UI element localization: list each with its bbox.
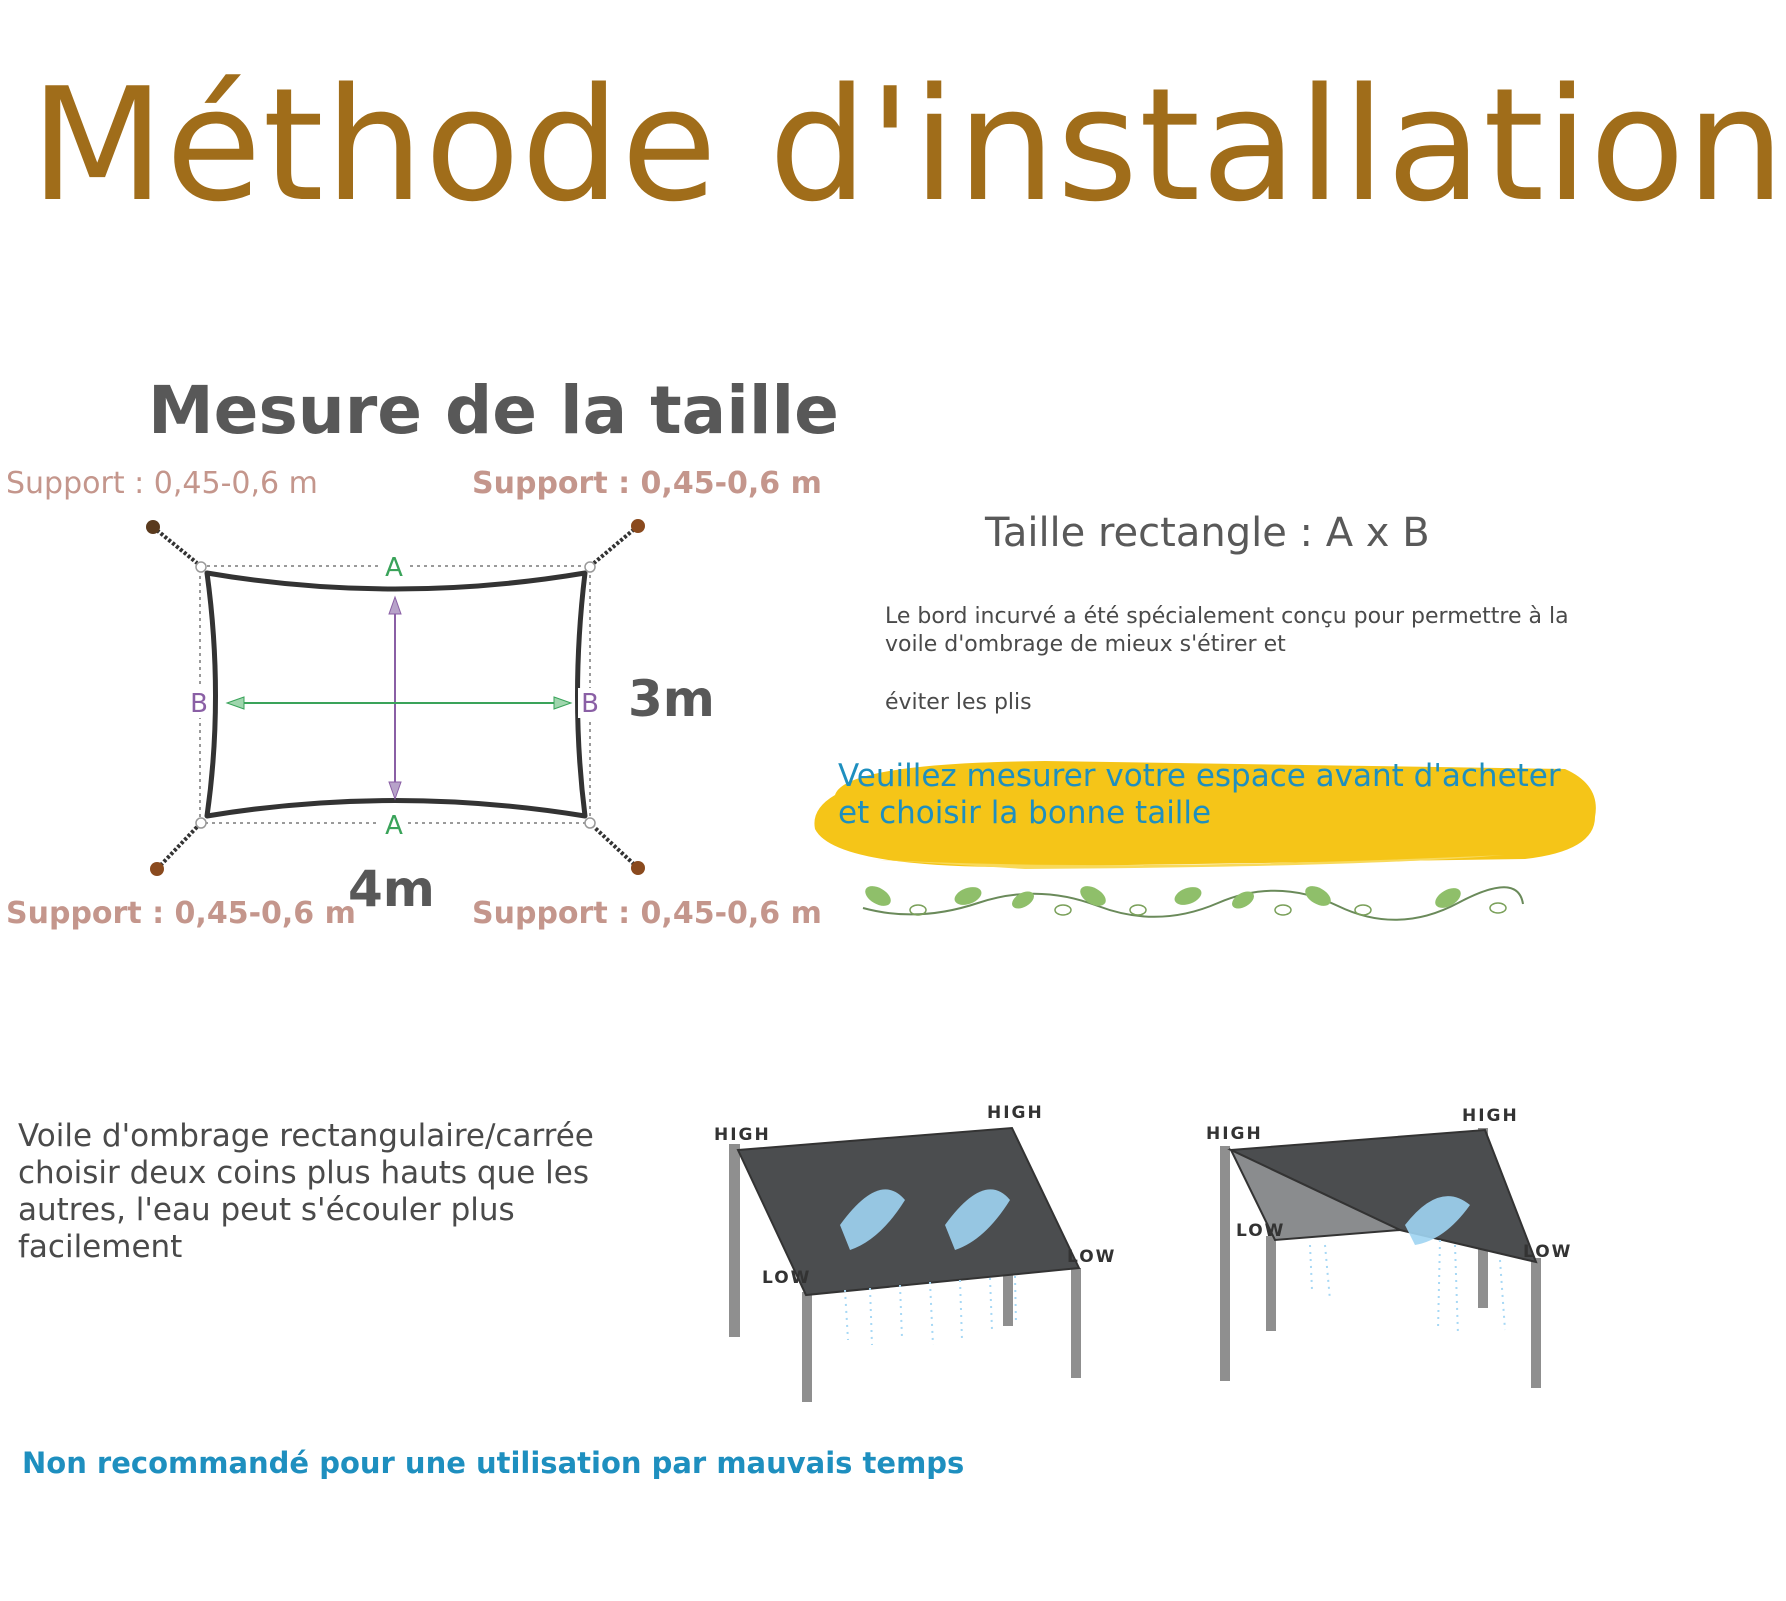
high-label-left: HIGH — [714, 1125, 771, 1145]
support-label-top-right: Support : 0,45-0,6 m — [472, 466, 822, 501]
curved-edge-description: Le bord incurvé a été spécialement conçu pour permettre à la voile d'ombrage de mieux s'étirer et — [885, 604, 1569, 657]
dim-label-a-top: A — [385, 553, 403, 583]
high-label-right-2: HIGH — [1462, 1106, 1519, 1126]
rectangle-size-formula: Taille rectangle : A x B — [985, 510, 1430, 556]
low-label-right: LOW — [1067, 1247, 1117, 1267]
low-label-right-2: LOW — [1523, 1242, 1573, 1262]
measure-before-buying-note: Veuillez mesurer votre espace avant d'acheter et choisir la bonne taille — [838, 758, 1561, 831]
low-label-left: LOW — [762, 1268, 812, 1288]
height-dimension: 3m — [628, 670, 715, 728]
vine-decoration-icon — [858, 878, 1528, 930]
high-label-right: HIGH — [987, 1103, 1044, 1123]
support-label-bottom-left: Support : 0,45-0,6 m — [6, 896, 356, 931]
sail-measure-diagram — [130, 505, 660, 880]
low-label-left-2: LOW — [1236, 1221, 1286, 1241]
high-label-left-2: HIGH — [1206, 1124, 1263, 1144]
dim-label-a-bottom: A — [385, 811, 403, 841]
bad-weather-warning: Non recommandé pour une utilisation par mauvais temps — [22, 1446, 965, 1480]
size-section-heading: Mesure de la taille — [148, 372, 839, 449]
drainage-description: Voile d'ombrage rectangulaire/carrée choisir deux coins plus hauts que les autres, l'eau peut s'écouler plus facilement — [18, 1118, 594, 1265]
curved-edge-description-end: éviter les plis — [885, 690, 1032, 715]
page-title: Méthode d'installation — [30, 54, 1786, 236]
support-label-top-left: Support : 0,45-0,6 m — [6, 466, 318, 501]
width-dimension: 4m — [348, 860, 435, 918]
rectangle-sail-drainage-illustration — [700, 1085, 1120, 1405]
dim-label-b-left: B — [190, 689, 208, 719]
twisted-sail-drainage-illustration — [1190, 1090, 1573, 1400]
support-label-bottom-right: Support : 0,45-0,6 m — [472, 896, 822, 931]
dim-label-b-right: B — [581, 689, 599, 719]
